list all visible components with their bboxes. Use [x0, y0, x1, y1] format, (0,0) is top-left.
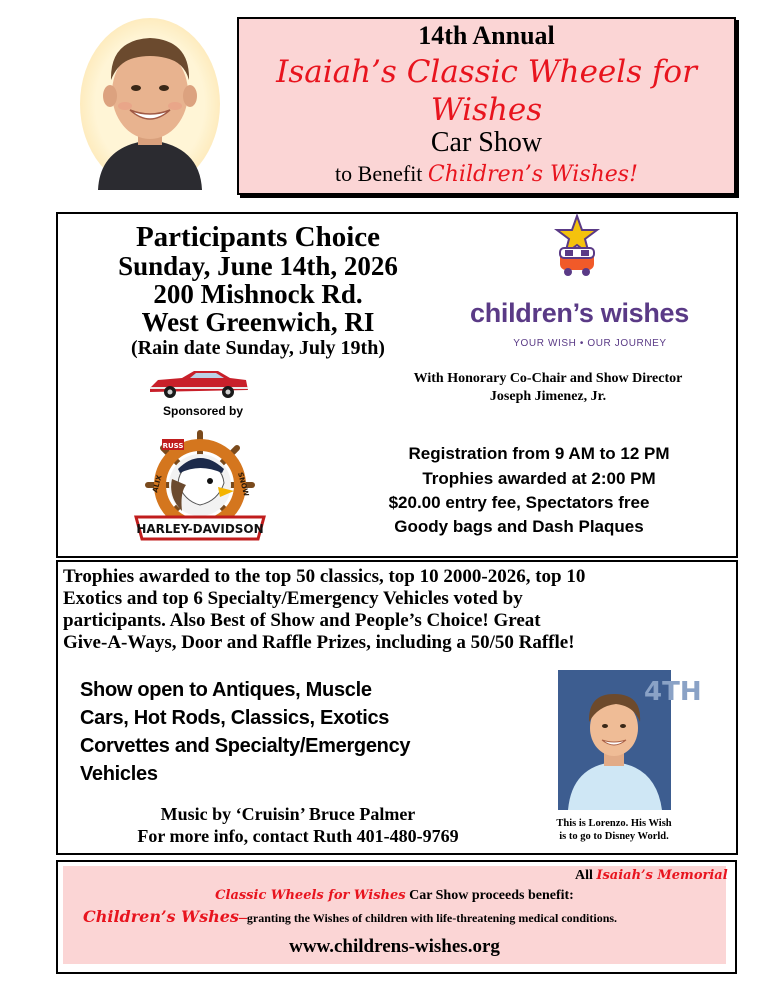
benefit-org: Children’s Wishes!	[427, 162, 638, 187]
show-open-line-3: Corvettes and Specialty/Emergency	[80, 735, 411, 757]
header-banner	[237, 17, 736, 195]
sponsor-logo-brand: HARLEY-DAVIDSON	[136, 522, 264, 536]
cochair-line-2: Joseph Jimenez, Jr.	[489, 389, 607, 404]
photo-caption-line-1: This is Lorenzo. His Wish	[556, 818, 672, 829]
footer-memorial: Isaiah’s Memorial	[596, 868, 728, 883]
footer-proceeds-line	[63, 888, 726, 904]
footer-granting: granting the Wishes of children with life-threatening medical conditions.	[246, 911, 618, 925]
event-address: 200 Mishnock Rd.	[153, 279, 363, 309]
show-open-line-2: Cars, Hot Rods, Classics, Exotics	[80, 707, 390, 729]
footer-website: www.childrens-wishes.org	[289, 936, 500, 957]
contact-line: For more info, contact Ruth 401-480-9769	[137, 826, 459, 846]
footer-all: All	[575, 868, 597, 883]
show-open-line-1: Show open to Antiques, Muscle	[80, 679, 372, 701]
boy-portrait-image	[80, 18, 220, 190]
car-show-label: Car Show	[430, 127, 543, 158]
goody-bags: Goody bags and Dash Plaques	[394, 517, 644, 536]
lorenzo-photo-image	[558, 670, 702, 810]
sponsor-logo-ring-left: ALIX	[151, 474, 164, 494]
footer-proceeds: Car Show proceeds benefit:	[405, 888, 574, 903]
cochair-line-1: With Honorary Co-Chair and Show Director	[413, 371, 683, 386]
star-van-icon	[554, 214, 600, 280]
event-title: Participants Choice	[135, 221, 381, 253]
footer-banner	[63, 866, 726, 964]
benefit-prefix: to Benefit	[335, 161, 428, 186]
footer-granting-line	[83, 907, 723, 927]
footer-classic: Classic Wheels for Wishes	[215, 888, 406, 903]
lorenzo-photo	[558, 670, 702, 810]
event-city: West Greenwich, RI	[141, 307, 375, 337]
trophies-line-4: Give-A-Ways, Door and Raffle Prizes, including a 50/50 Raffle!	[63, 632, 575, 653]
trophies-line-2: Exotics and top 6 Specialty/Emergency Vehicles voted by	[63, 588, 523, 609]
benefit-line	[239, 161, 734, 187]
childrens-wishes-logo-text: children’s wishes	[470, 298, 689, 328]
trophies-time: Trophies awarded at 2:00 PM	[422, 469, 656, 488]
photo-caption-line-2: is to go to Disney World.	[559, 831, 669, 842]
registration-time: Registration from 9 AM to 12 PM	[408, 444, 670, 463]
trophies-line-1: Trophies awarded to the top 50 classics, top 10 2000-2026, top 10	[63, 566, 586, 587]
sponsored-by-label: Sponsored by	[162, 404, 243, 418]
photo-badge: 4TH	[644, 677, 702, 707]
entry-fee: $20.00 entry fee, Spectators free	[388, 493, 650, 512]
trophies-line-3: participants. Also Best of Show and People’s Choice! Great	[63, 610, 541, 631]
music-line: Music by ‘Cruisin’ Bruce Palmer	[160, 804, 416, 824]
boy-portrait-frame	[80, 18, 220, 190]
event-name: Isaiah’s Classic Wheels for Wishes	[276, 54, 697, 128]
footer-org: Children’s Wshes	[83, 907, 239, 926]
footer-dash: –	[238, 909, 247, 926]
sponsor-logo-ring-right: SNOW	[236, 471, 251, 498]
classic-car-image	[146, 368, 250, 400]
annual-label: 14th Annual	[418, 21, 555, 50]
show-open-line-4: Vehicles	[80, 763, 158, 785]
sponsor-logo-top: RUSS	[162, 442, 184, 450]
harley-sponsor-logo	[134, 427, 266, 547]
childrens-wishes-tagline: YOUR WISH • OUR JOURNEY	[513, 338, 667, 349]
trophies-box	[56, 560, 738, 855]
event-details-box	[56, 212, 738, 558]
rain-date: (Rain date Sunday, July 19th)	[131, 337, 385, 359]
footer-memorial-line	[575, 868, 728, 884]
event-date: Sunday, June 14th, 2026	[118, 251, 398, 281]
